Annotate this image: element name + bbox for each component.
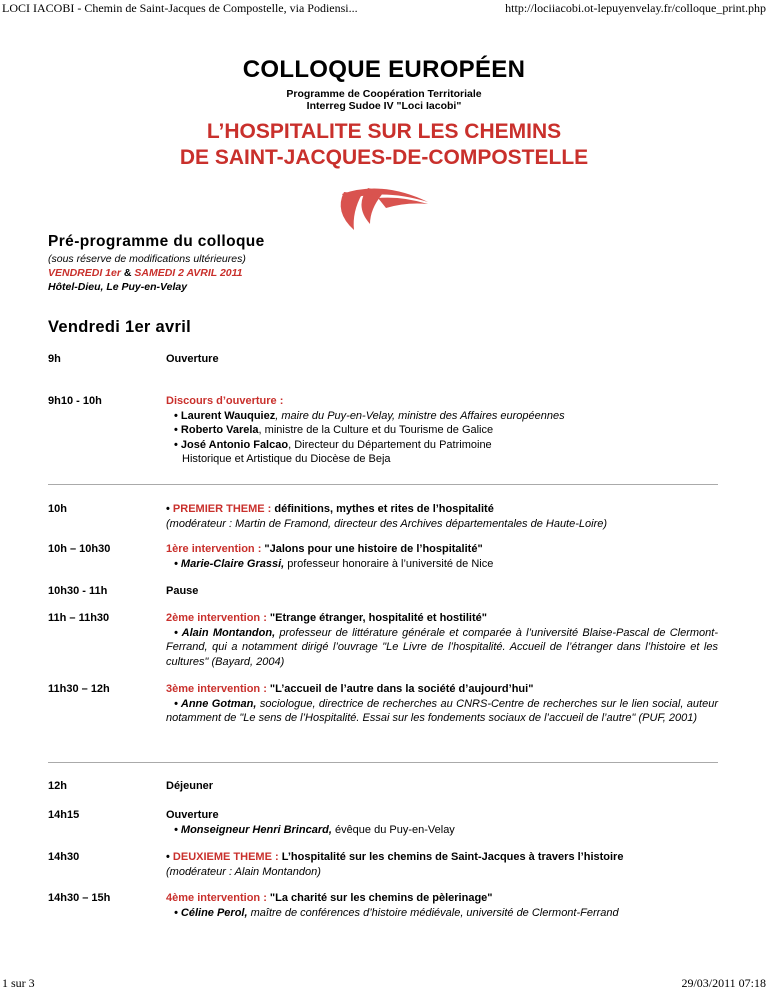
print-datetime: 29/03/2011 07:18 [681, 976, 766, 990]
speaker-desc: , ministre de la Culture et du Tourisme de Galice [258, 424, 494, 436]
intervention-label: 2ème intervention : [166, 612, 270, 624]
theme-label: PREMIER THEME : [172, 503, 275, 515]
speaker-name: • Anne Gotman, [174, 697, 257, 710]
page-number: 1 sur 3 [2, 976, 35, 990]
event-title-line2: DE SAINT-JACQUES-DE-COMPOSTELLE [179, 146, 589, 169]
intervention-label: 3ème intervention : [166, 683, 270, 695]
row-time: 14h30 [48, 851, 80, 863]
row-time: 10h – 10h30 [48, 543, 111, 555]
intervention-title: "Jalons pour une histoire de l’hospitalité" [264, 543, 483, 555]
reservation-note: (sous réserve de modifications ultérieures) [48, 253, 246, 265]
loci-iacobi-logo [332, 182, 432, 232]
subtitle-programme: Programme de Coopération Territoriale [286, 88, 482, 100]
theme-label: DEUXIEME THEME : [172, 851, 282, 863]
speaker-name: • Laurent Wauquiez [174, 409, 276, 422]
speaker-name: • Alain Montandon, [174, 626, 276, 639]
row-time: 9h [48, 353, 61, 365]
row-time: 14h15 [48, 809, 80, 821]
event-title-line1: L’HOSPITALITE SUR LES CHEMINS [206, 120, 562, 143]
date-samedi: SAMEDI 2 AVRIL 2011 [134, 267, 243, 279]
date-vendredi: VENDREDI 1er [48, 267, 121, 279]
moderator-note: (modérateur : Martin de Framond, directeur des Archives départementales de Haute-Loire) [166, 517, 608, 530]
theme-title: définitions, mythes et rites de l’hospitalité [274, 503, 494, 515]
speaker-desc: sociologue, directrice de recherches au CNRS-Centre de recherches sur le lien social, auteur notamment de "Le sens de l’Hospitalité. Essai sur les fondements sociaux de l’accueil de l’autre" (PUF, 2001) [166, 697, 718, 724]
browser-print-header [0, 0, 768, 20]
row-label: Discours d’ouverture : [166, 395, 284, 407]
event-place: Hôtel-Dieu, Le Puy-en-Velay [48, 281, 188, 293]
intervention-title: "L’accueil de l’autre dans la société d’aujourd’hui" [269, 683, 534, 695]
row-title: Déjeuner [166, 780, 214, 792]
row-time: 12h [48, 780, 67, 792]
browser-print-footer [0, 974, 768, 994]
row-title: Ouverture [166, 809, 219, 821]
main-title: COLLOQUE EUROPÉEN [242, 56, 526, 83]
intervention-label: 1ère intervention : [166, 543, 265, 555]
speaker-name: • Monseigneur Henri Brincard, [174, 823, 332, 836]
pre-programme-heading: Pré-programme du colloque [48, 233, 265, 250]
page-title-header: LOCI IACOBI - Chemin de Saint-Jacques de Compostelle, via Podiensi... [2, 1, 358, 15]
row-time: 11h30 – 12h [48, 683, 110, 695]
speaker-desc: évêque du Puy-en-Velay [331, 823, 455, 836]
row-time: 10h [48, 503, 67, 515]
event-dates [48, 267, 243, 279]
theme-title: L’hospitalité sur les chemins de Saint-Jacques à travers l’histoire [281, 851, 624, 863]
section-divider [48, 762, 718, 763]
speaker-name: • Céline Perol, [174, 906, 248, 919]
row-title: Pause [166, 585, 199, 597]
intervention-title: "La charité sur les chemins de pèlerinage" [269, 892, 493, 904]
speaker-name: • Roberto Varela [174, 424, 259, 436]
date-ampersand: & [120, 267, 135, 279]
row-time: 11h – 11h30 [48, 612, 110, 624]
day-heading: Vendredi 1er avril [48, 318, 191, 336]
speaker-desc-cont: Historique et Artistique du Diocèse de Beja [182, 453, 391, 465]
speaker-desc: , maire du Puy-en-Velay, ministre des Affaires européennes [275, 409, 565, 422]
row-time: 14h30 – 15h [48, 892, 111, 904]
row-time: 10h30 - 11h [48, 585, 108, 597]
intervention-title: "Etrange étranger, hospitalité et hostilité" [269, 612, 487, 624]
row-title: Ouverture [166, 353, 219, 365]
page-url-header: http://lociiacobi.ot-lepuyenvelay.fr/colloque_print.php [505, 1, 766, 15]
speaker-desc: professeur honoraire à l’université de Nice [284, 557, 494, 570]
subtitle-interreg: Interreg Sudoe IV "Loci Iacobi" [306, 100, 462, 112]
speaker-desc: maître de conférences d’histoire médiévale, université de Clermont-Ferrand [247, 906, 619, 919]
speaker-desc: , Directeur du Département du Patrimoine [288, 438, 492, 451]
speaker-desc: professeur de littérature générale et comparée à l’université Blaise-Pascal de Clermont-Ferrand, qui a notamment dirigé l’ouvrage "Le Livre de l’hospitalité. Accueil de l’étranger dans l’histoire et les cultures" (Bayard, 2004) [166, 626, 718, 668]
intervention-label: 4ème intervention : [166, 892, 270, 904]
speaker-name: • José Antonio Falcao [174, 438, 289, 451]
speaker-name: • Marie-Claire Grassi, [174, 557, 285, 570]
theme-bullet: • [166, 503, 173, 515]
moderator-note: (modérateur : Alain Montandon) [166, 865, 321, 878]
row-time: 9h10 - 10h [48, 395, 102, 407]
section-divider [48, 484, 718, 485]
theme-bullet: • [166, 851, 173, 863]
